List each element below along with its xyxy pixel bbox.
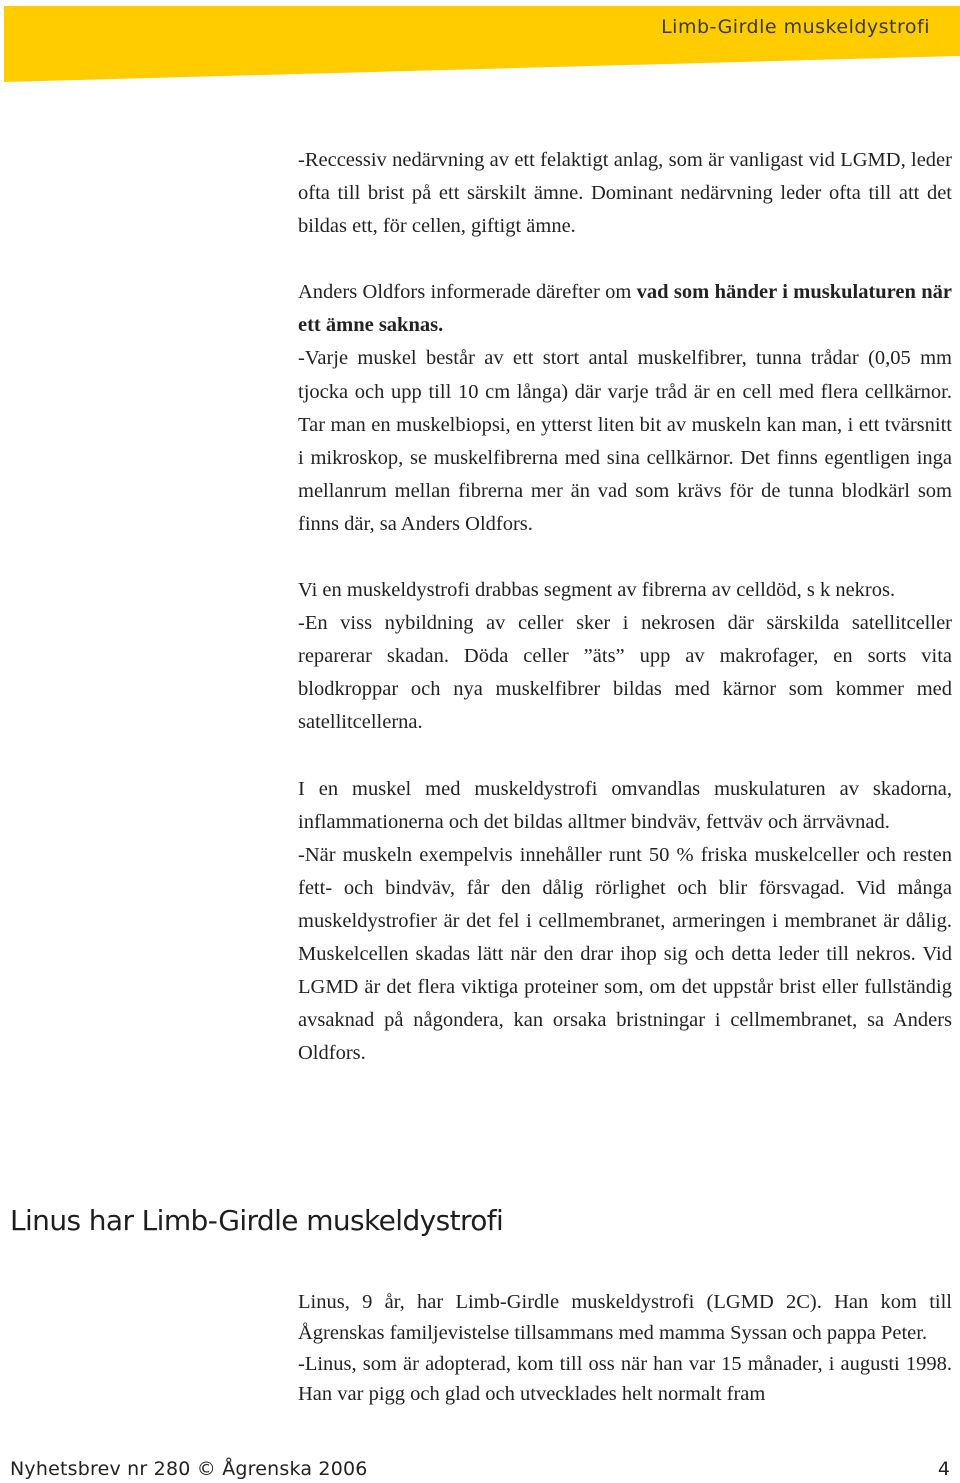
paragraph-satellite-cells: -En viss nybildning av celler sker i nekrosen där särskilda satellitceller reparerar skadan. Döda celler ”äts” upp av makrofager, en sorts vita blodkroppar och nya muskelfibrer bildas med kärnor som kommer med satellitcellerna. (298, 612, 952, 734)
header-banner (0, 0, 960, 90)
paragraph-transformation: I en muskel med muskeldystrofi omvandlas muskulaturen av skadorna, inflammationerna och det bildas alltmer bindväv, fettväv och ärrvävnad. (298, 777, 952, 833)
header-title: Limb-Girdle muskeldystrofi (661, 16, 930, 38)
paragraph-linus-adopted: -Linus, som är adopterad, kom till oss när han var 15 månader, i augusti 1998. Han var pigg och glad och utvecklades helt normalt fram (298, 1352, 952, 1406)
paragraph-membrane: -När muskeln exempelvis innehåller runt 50 % friska muskelceller och resten fett- och bindväv, får den dålig rörlighet och blir försvagad. Vid många muskeldystrofier är det fel i cellmembranet, armeringen i membranet är dålig. Muskelcellen skadas lätt när den drar ihop sig och detta leder till nekros. Vid LGMD är det flera viktiga proteiner som, om det uppstår brist eller fullständig avsaknad på någondera, kan orsaka bristningar i cellmembranet, sa Anders Oldfors. (298, 843, 952, 1065)
banner-shape (0, 0, 960, 90)
paragraph-oldfors-intro (298, 276, 952, 342)
intro-bold-text: vad som händer i muskulaturen när ett ämne saknas. (298, 281, 952, 337)
paragraph-necrosis: Vi en muskeldystrofi drabbas segment av fibrerna av celldöd, s k nekros. (298, 579, 896, 602)
section-heading: Linus har Limb-Girdle muskeldystrofi (10, 1204, 504, 1237)
page-number: 4 (937, 1458, 950, 1480)
paragraph-recessive: -Reccessiv nedärvning av ett felaktigt anlag, som är vanligast vid LGMD, leder ofta till brist på ett särskilt ämne. Dominant nedärvning leder ofta till att det bildas ett, för cellen, giftigt ämne. (298, 149, 952, 238)
intro-text: Anders Oldfors informerade därefter om (298, 281, 637, 304)
article-body (298, 144, 952, 1070)
footer-newsletter: Nyhetsbrev nr 280 © Ågrenska 2006 (10, 1458, 368, 1480)
paragraph-linus-intro: Linus, 9 år, har Limb-Girdle muskeldystrofi (LGMD 2C). Han kom till Ågrenskas familjevistelse tillsammans med mamma Syssan och pappa Peter. (298, 1291, 952, 1344)
paragraph-muscle-fibers: -Varje muskel består av ett stort antal muskelfibrer, tunna trådar (0,05 mm tjocka och upp till 10 cm långa) där varje tråd är en cell med flera cellkärnor. Tar man en muskelbiopsi, en ytterst liten bit av muskeln kan man, i ett tvärsnitt i mikroskop, se muskelfibrerna med sina cellkärnor. Det finns egentligen inga mellanrum mellan fibrerna mer än vad som krävs för de tunna blodkärl som finns där, sa Anders Oldfors. (298, 347, 952, 535)
section-body (298, 1287, 952, 1410)
